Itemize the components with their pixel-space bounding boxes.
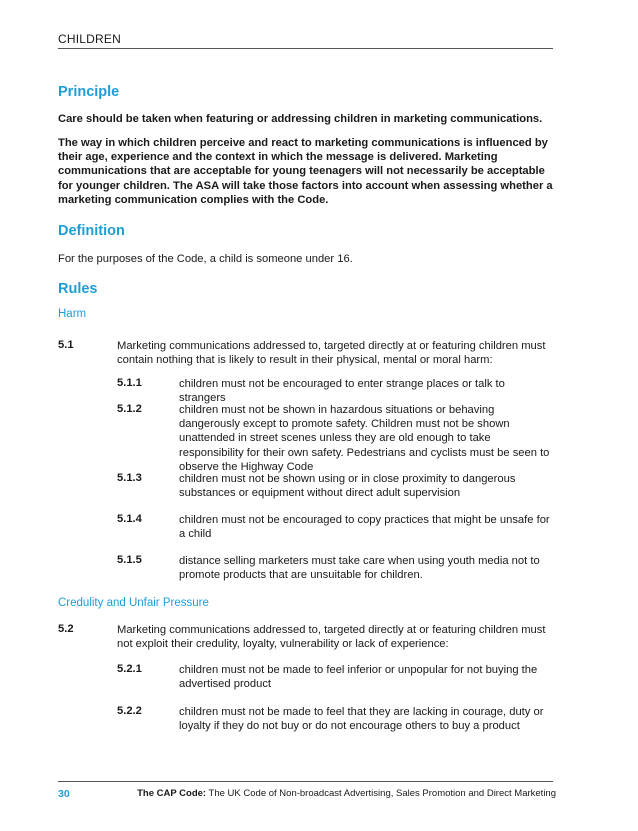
rule-number-5-2-2: 5.2.2 <box>117 705 142 717</box>
page-number: 30 <box>58 788 70 800</box>
principle-paragraph-1: Care should be taken when featuring or addressing children in marketing communications. <box>58 113 543 125</box>
rule-text-5-1-2: children must not be shown in hazardous situations or behaving dangerously except to promote safety. Children must not be shown unattended in street scenes unless they are old enough to take responsibility for their own safety. Pedestrians and cyclists must be seen to observe the Highway Code <box>179 404 550 473</box>
footer-divider <box>58 781 553 782</box>
rule-text-5-1-4: children must not be encouraged to copy practices that might be unsafe for a child <box>179 514 550 541</box>
footer-title-bold: The CAP Code: <box>137 788 207 799</box>
principle-heading: Principle <box>58 84 120 100</box>
rule-text-5-1-5: distance selling marketers must take care when using youth media not to promote products that are unsuitable for children. <box>179 555 540 582</box>
rule-text-5-1: Marketing communications addressed to, targeted directly at or featuring children must contain nothing that is likely to result in their physical, mental or moral harm: <box>117 340 546 367</box>
definition-heading: Definition <box>58 223 125 239</box>
definition-text: For the purposes of the Code, a child is someone under 16. <box>58 253 353 265</box>
rule-text-5-2-1: children must not be made to feel inferior or unpopular for not buying the advertised product <box>179 664 538 691</box>
rule-number-5-2: 5.2 <box>58 623 74 635</box>
rule-text-5-1-1: children must not be encouraged to enter strange places or talk to strangers <box>179 378 505 405</box>
rule-number-5-1-3: 5.1.3 <box>117 472 142 484</box>
rule-text-5-2-2: children must not be made to feel that they are lacking in courage, duty or loyalty if they do not buy or do not encourage others to buy a product <box>179 706 544 733</box>
credulity-subheading: Credulity and Unfair Pressure <box>58 597 209 609</box>
principle-paragraph-2: The way in which children perceive and react to marketing communications is influenced by their age, experience and the context in which the message is delivered. Marketing communications that are acceptable for young teenagers will not necessarily be acceptable for younger children. The ASA will take those factors into account when assessing whether a marketing communication complies with the Code. <box>58 137 553 206</box>
rule-number-5-1: 5.1 <box>58 339 74 351</box>
rule-number-5-1-5: 5.1.5 <box>117 554 142 566</box>
rule-text-5-1-3: children must not be shown using or in close proximity to dangerous substances or equipment without direct adult supervision <box>179 473 516 500</box>
rule-number-5-2-1: 5.2.1 <box>117 663 142 675</box>
rule-number-5-1-4: 5.1.4 <box>117 513 142 525</box>
harm-subheading: Harm <box>58 308 87 320</box>
rule-text-5-2: Marketing communications addressed to, targeted directly at or featuring children must not exploit their credulity, loyalty, vulnerability or lack of experience: <box>117 624 546 651</box>
footer-title-rest: The UK Code of Non-broadcast Advertising, Sales Promotion and Direct Marketing <box>206 788 556 799</box>
rule-number-5-1-2: 5.1.2 <box>117 403 142 415</box>
rules-heading: Rules <box>58 281 98 297</box>
footer-title <box>137 788 556 799</box>
rule-number-5-1-1: 5.1.1 <box>117 377 142 389</box>
header-divider <box>58 48 553 49</box>
chapter-title: CHILDREN <box>58 32 121 46</box>
